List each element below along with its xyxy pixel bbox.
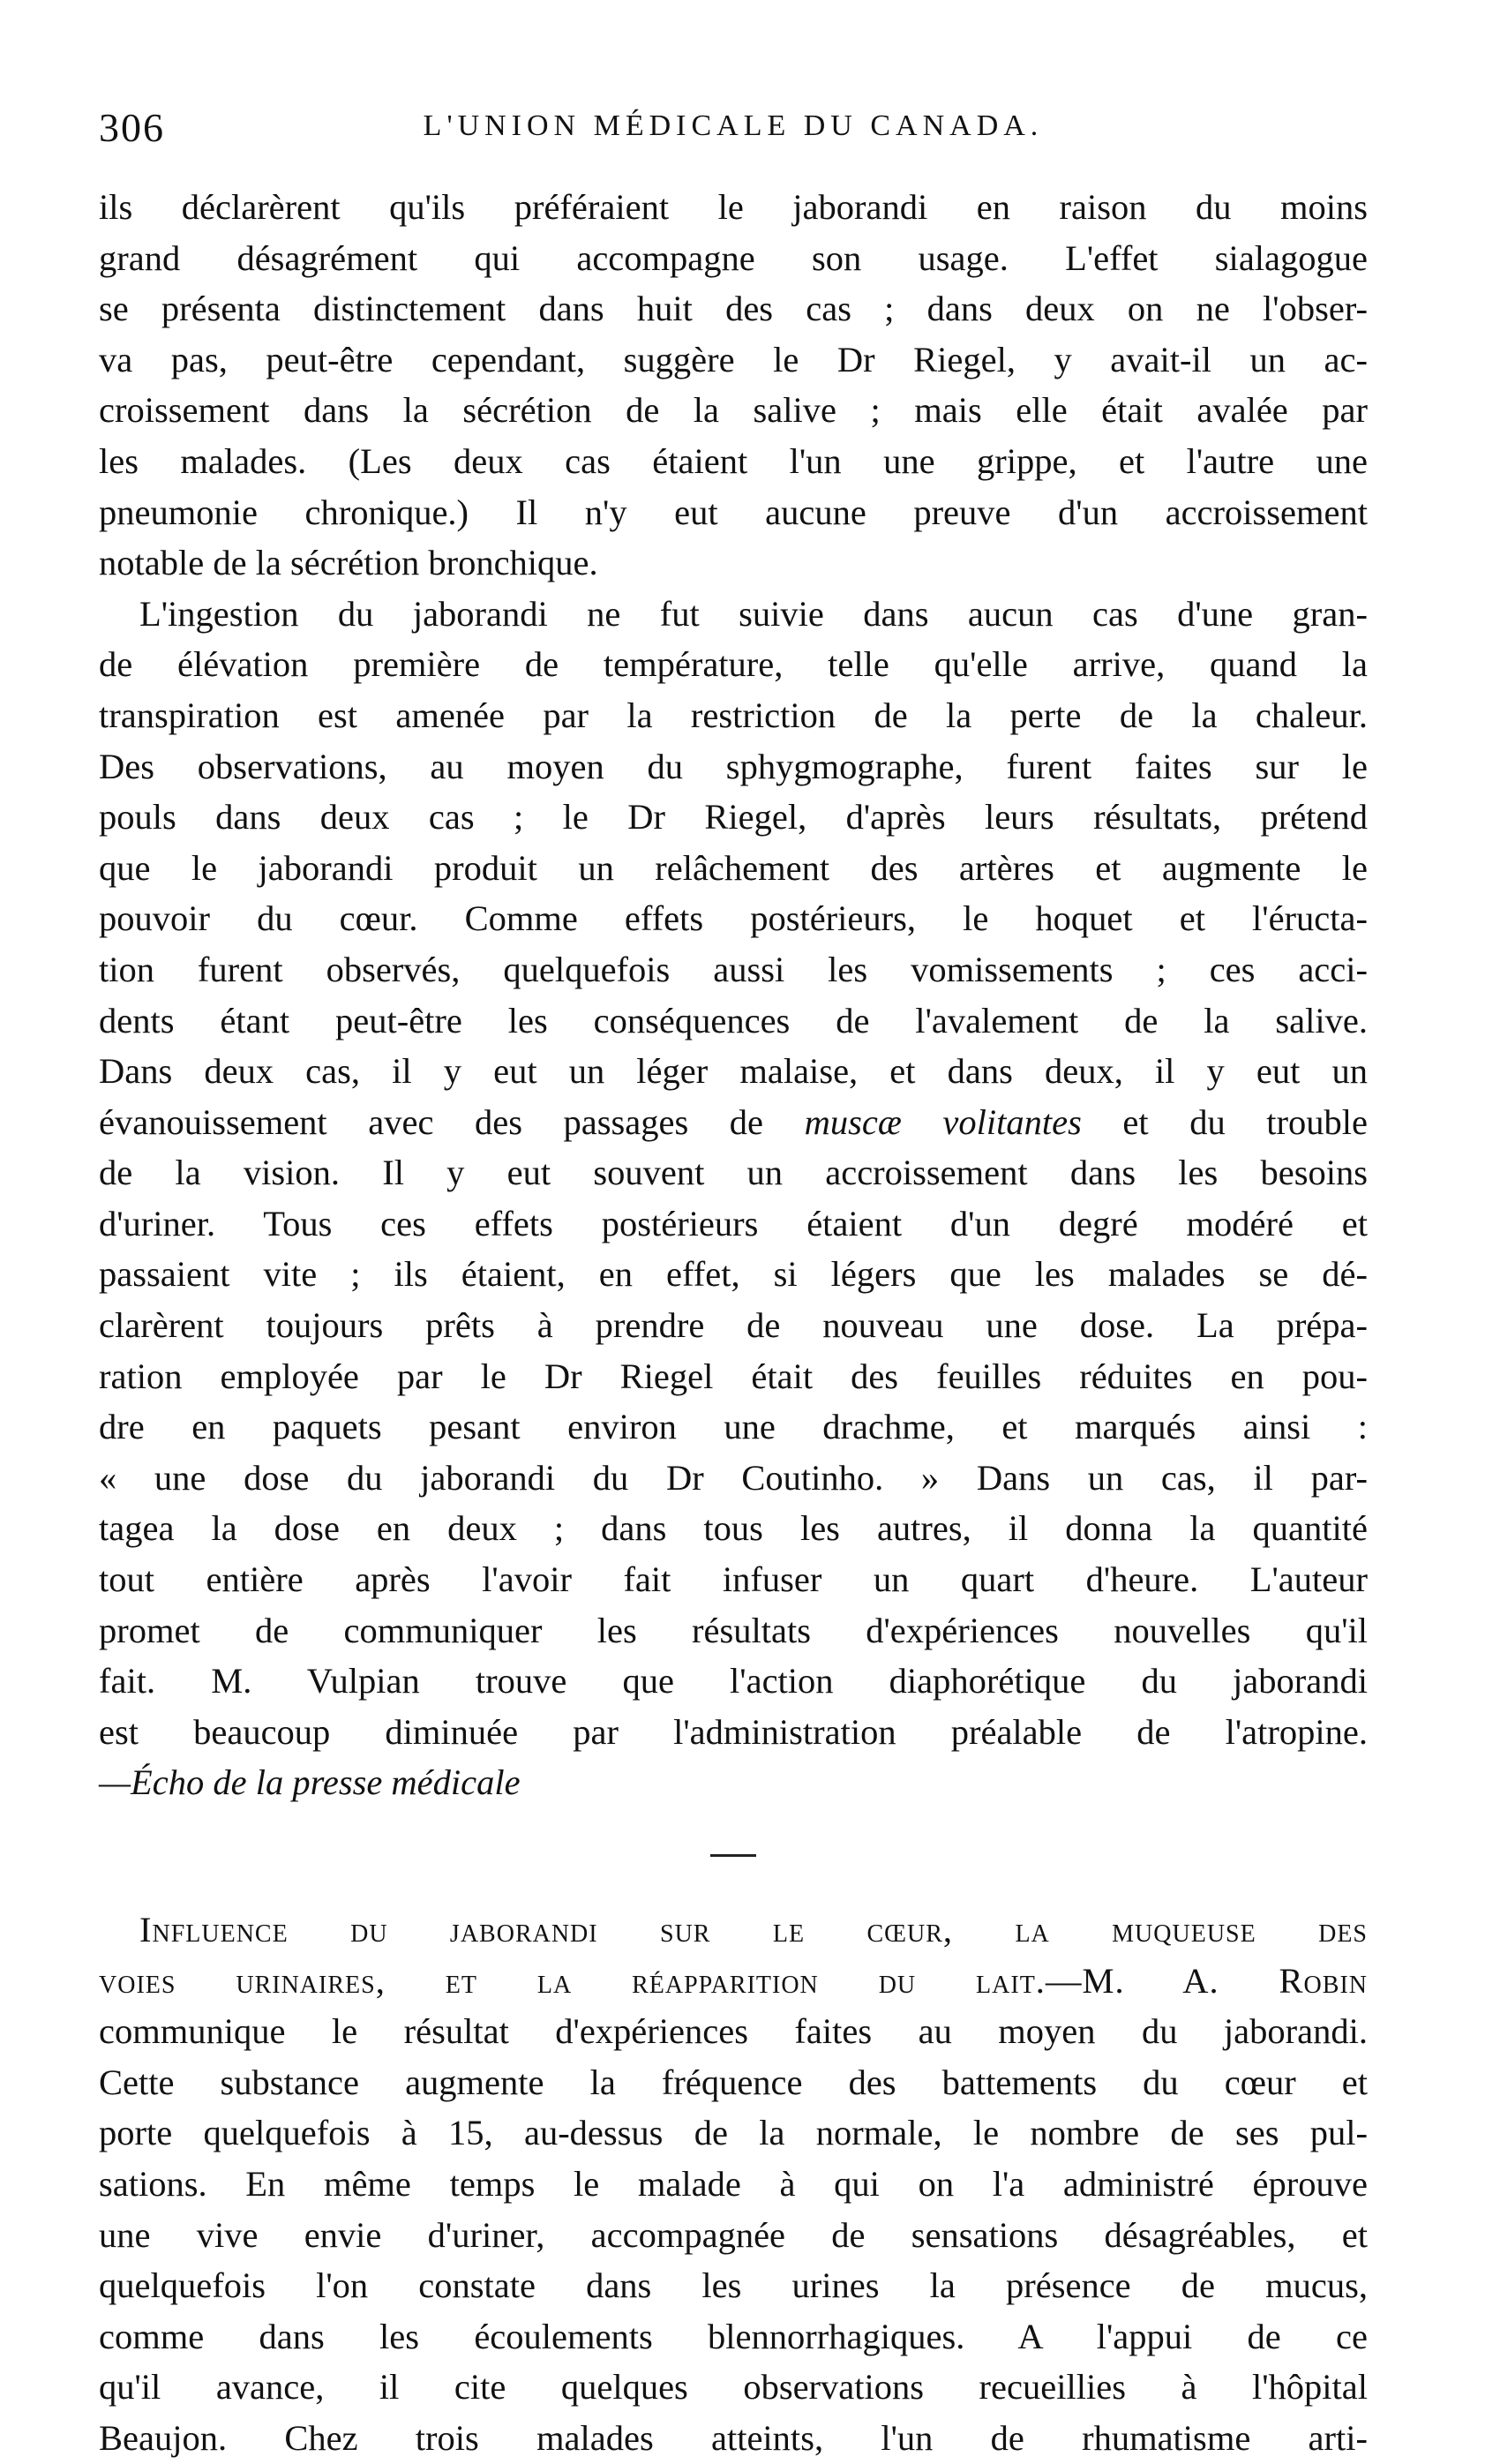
text-line: tion furent observés, quelquefois aussi les vomissements ; ces acci- [99,949,1368,989]
text-line: pouvoir du cœur. Comme effets postérieurs, le hoquet et l'éructa- [99,898,1368,939]
text-line: promet de communiquer les résultats d'expériences nouvelles qu'il [99,1610,1368,1650]
text-line: ils déclarèrent qu'ils préféraient le jaborandi en raison du moins [99,187,1368,227]
text-line: clarèrent toujours prêts à prendre de nouveau une dose. La prépa- [99,1305,1368,1346]
text-line: pneumonie chronique.) Il n'y eut aucune preuve d'un accroissement [99,492,1368,532]
text-line: va pas, peut-être cependant, suggère le Dr Riegel, y avait-il un ac- [99,339,1368,379]
source-citation: —Écho de la presse médicale [99,1762,521,1803]
article-jaborandi-robin [99,1904,1368,2464]
text-line: de la vision. Il y eut souvent un accroissement dans les besoins [99,1153,1368,1193]
text-line: que le jaborandi produit un relâchement des artères et augmente le [99,847,1368,888]
text-segment: évanouissement avec des passages de [99,1101,805,1142]
text-line: Dans deux cas, il y eut un léger malaise, et dans deux, il y eut un [99,1051,1368,1092]
text-line: d'uriner. Tous ces effets postérieurs étaient d'un degré modéré et [99,1203,1368,1243]
text-line: les malades. (Les deux cas étaient l'un une grippe, et l'autre une [99,440,1368,481]
text-line: se présenta distinctement dans huit des cas ; dans deux on ne l'obser- [99,289,1368,329]
article-title: Influence du jaborandi sur le cœur, la muqueuse des [139,1910,1368,1949]
text-line: qu'il avance, il cite quelques observations recueillies à l'hôpital [99,2367,1368,2408]
text-line: tagea la dose en deux ; dans tous les autres, il donna la quantité [99,1508,1368,1549]
page-number: 306 [99,105,165,150]
latin-phrase: muscæ volitantes [804,1101,1082,1142]
section-separator [710,1854,756,1857]
text-line: sations. En même temps le malade à qui on l'a administré éprouve [99,2163,1368,2204]
article-author: —M. A. Robin [1045,1960,1369,2001]
text-line: L'ingestion du jaborandi ne fut suivie dans aucun cas d'une gran- [139,593,1368,634]
text-line: Des observations, au moyen du sphygmographe, furent faites sur le [99,746,1368,786]
text-line: notable de la sécrétion bronchique. [99,543,598,583]
running-title: L'UNION MÉDICALE DU CANADA. [423,109,1044,142]
text-line: de élévation première de température, telle qu'elle arrive, quand la [99,644,1368,685]
text-line: dents étant peut-être les conséquences de l'avalement de la salive. [99,1000,1368,1040]
text-line: pouls dans deux cas ; le Dr Riegel, d'après leurs résultats, prétend [99,797,1368,838]
article-title-line [99,1956,1368,2007]
text-line: ration employée par le Dr Riegel était des feuilles réduites en pou- [99,1356,1368,1396]
text-line: « une dose du jaborandi du Dr Coutinho. » Dans un cas, il par- [99,1457,1368,1498]
text-line: passaient vite ; ils étaient, en effet, si légers que les malades se dé- [99,1254,1368,1295]
text-line: est beaucoup diminuée par l'administration préalable de l'atropine. [99,1711,1368,1752]
text-segment: et du trouble [1081,1101,1368,1142]
text-line: communique le résultat d'expériences faites au moyen du jaborandi. [99,2011,1368,2052]
text-line: fait. M. Vulpian trouve que l'action diaphorétique du jaborandi [99,1661,1368,1702]
text-line: une vive envie d'uriner, accompagnée de sensations désagréables, et [99,2214,1368,2255]
text-line: Cette substance augmente la fréquence des battements du cœur et [99,2062,1368,2102]
article-title: voies urinaires, et la réapparition du lait. [99,1960,1046,2001]
text-line: transpiration est amenée par la restriction de la perte de la chaleur. [99,695,1368,735]
text-line: grand désagrément qui accompagne son usage. L'effet sialagogue [99,237,1368,278]
article-jaborandi-riegel [99,182,1368,1808]
text-line: porte quelquefois à 15, au-dessus de la normale, le nombre de ses pul- [99,2113,1368,2153]
text-line-latin [99,1097,1368,1148]
text-line: comme dans les écoulements blennorrhagiques. A l'appui de ce [99,2316,1368,2356]
text-line: quelquefois l'on constate dans les urines la présence de mucus, [99,2265,1368,2306]
running-header [99,104,1368,157]
text-line: croissement dans la sécrétion de la salive ; mais elle était avalée par [99,390,1368,431]
text-line: dre en paquets pesant environ une drachme, et marqués ainsi : [99,1407,1368,1447]
text-line: tout entière après l'avoir fait infuser un quart d'heure. L'auteur [99,1559,1368,1600]
text-line: Beaujon. Chez trois malades atteints, l'un de rhumatisme arti- [99,2417,1368,2458]
